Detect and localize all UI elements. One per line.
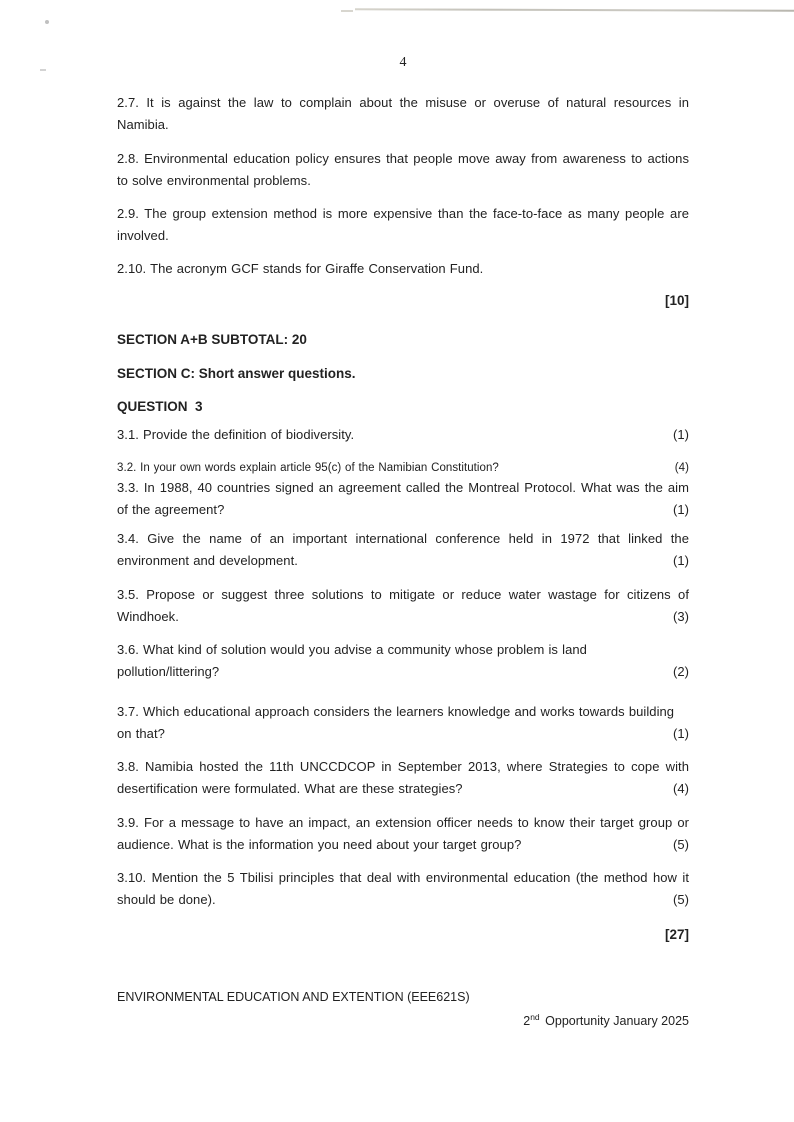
subtotal-heading: SECTION A+B SUBTOTAL: 20	[117, 332, 307, 347]
statement-2-8	[117, 148, 689, 192]
statement-2-10	[117, 258, 689, 280]
question-text: 3.9. For a message to have an impact, an extension officer needs to know their target group or audience. What is the information you need about your target group?	[117, 815, 689, 852]
question-3-total: [27]	[664, 927, 689, 942]
question-marks: (4)	[669, 459, 689, 477]
question-3-5	[117, 584, 689, 628]
question-3-6	[117, 639, 689, 683]
question-marks: (4)	[667, 778, 689, 800]
question-marks: (1)	[667, 723, 689, 745]
question-text: 3.5. Propose or suggest three solutions to mitigate or reduce water wastage for citizens of Windhoek.	[117, 587, 689, 624]
question-text: 3.3. In 1988, 40 countries signed an agreement called the Montreal Protocol. What was the aim of the agreement?	[117, 480, 689, 517]
section-b-total: [10]	[664, 293, 689, 308]
question-3-2	[117, 459, 689, 477]
question-text: 3.7. Which educational approach considers the learners knowledge and works towards building on that?	[117, 704, 675, 741]
section-c-heading: SECTION C: Short answer questions.	[117, 366, 356, 381]
question-marks: (5)	[667, 889, 689, 911]
question-text: 3.6. What kind of solution would you advise a community whose problem is land pollution/littering?	[117, 642, 587, 679]
question-3-heading: QUESTION 3	[117, 399, 203, 414]
footer-opportunity-text: Opportunity January 2025	[541, 1014, 689, 1029]
question-3-9	[117, 812, 689, 856]
question-marks: (1)	[667, 424, 689, 446]
question-marks: (5)	[667, 834, 689, 856]
question-marks: (2)	[667, 661, 689, 683]
statement-text: 2.10. The acronym GCF stands for Giraffe Conservation Fund.	[117, 261, 484, 276]
question-3-4	[117, 528, 689, 572]
question-3-3	[117, 477, 689, 521]
statement-text: 2.8. Environmental education policy ensures that people move away from awareness to actions to solve environmental problems.	[117, 151, 689, 188]
text-block	[0, 55, 794, 1029]
question-text: 3.8. Namibia hosted the 11th UNCCDCOP in September 2013, where Strategies to cope with desertification were formulated. What are these strategies?	[117, 759, 689, 796]
page-number: 4	[399, 55, 407, 70]
statement-2-9	[117, 203, 689, 247]
footer-opportunity-ordinal: nd	[530, 1012, 540, 1022]
question-3-8	[117, 756, 689, 800]
question-3-1	[117, 424, 689, 446]
scan-speck	[45, 20, 49, 24]
scan-edge-line	[355, 8, 794, 11]
footer-opportunity	[117, 1009, 689, 1029]
question-text: 3.1. Provide the definition of biodiversity.	[117, 427, 355, 442]
footer-course-title: ENVIRONMENTAL EDUCATION AND EXTENTION (EEE621S)	[117, 990, 470, 1004]
question-3-10	[117, 867, 689, 911]
question-marks: (1)	[667, 499, 689, 521]
question-text: 3.2. In your own words explain article 95(c) of the Namibian Constitution?	[117, 462, 499, 474]
statement-2-7	[117, 92, 689, 136]
statement-text: 2.9. The group extension method is more expensive than the face-to-face as many people are involved.	[117, 206, 689, 243]
scan-edge-line-dash	[341, 10, 353, 12]
statement-text: 2.7. It is against the law to complain about the misuse or overuse of natural resources in Namibia.	[117, 95, 689, 132]
question-text: 3.4. Give the name of an important international conference held in 1972 that linked the environment and development.	[117, 531, 689, 568]
question-3-7	[117, 701, 689, 745]
question-marks: (3)	[667, 606, 689, 628]
footer-opportunity-number: 2	[523, 1014, 531, 1029]
question-text: 3.10. Mention the 5 Tbilisi principles that deal with environmental education (the method how it should be done).	[117, 870, 689, 907]
question-marks: (1)	[667, 550, 689, 572]
